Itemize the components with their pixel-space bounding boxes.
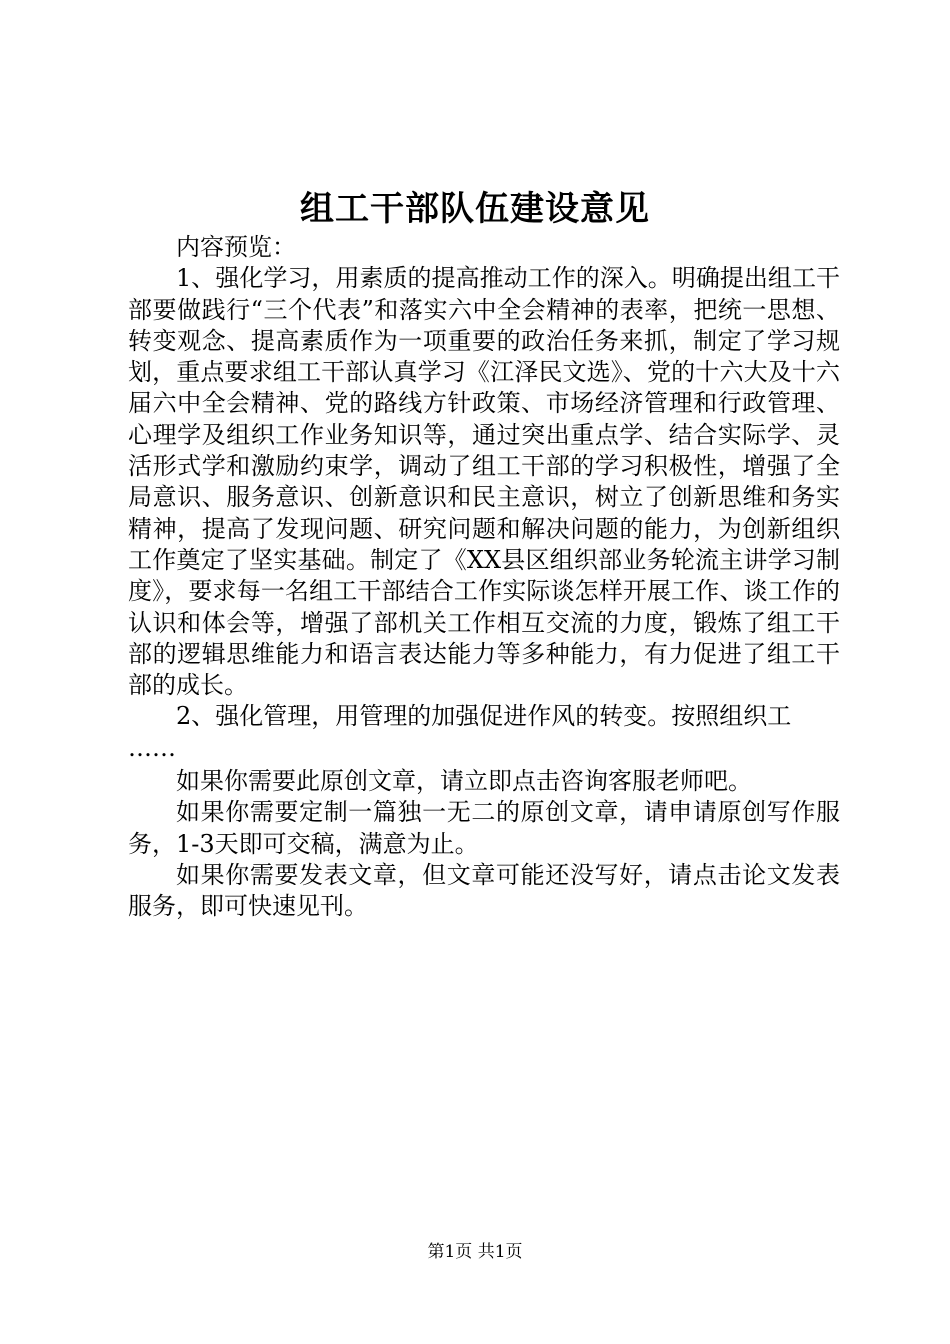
notice-consult[interactable]: 如果你需要此原创文章，请立即点击咨询客服老师吧。 [176,767,752,796]
paragraph-1: 1、强化学习，用素质的提高推动工作的深入。明确提出组工干部要做践行“三个代表”和落实六中全会精神的表率，把统一思想、转变观念、提高素质作为一项重要的政治任务来抓，制定了学习规划，重点要求组工干部认真学习《江泽民文选》、党的十六大及十六届六中全会精神、党的路线方针政策、市场经济管理和行政管理、心理学及组织工作业务知识等，通过突出重点学、结合实际学、灵活形式学和激励约束学，调动了组工干部的学习积极性，增强了全局意识、服务意识、创新意识和民主意识，树立了创新思维和务实精神，提高了发现问题、研究问题和解决问题的能力，为创新组织工作奠定了坚实基础。制定了《XX县区组织部业务轮流主讲学习制度》，要求每一名组工干部结合工作实际谈怎样开展工作、谈工作的认识和体会等，增强了部机关工作相互交流的力度，锻炼了组工干部的逻辑思维能力和语言表达能力等多种能力，有力促进了组工干部的成长。 [128,264,840,700]
notice-publish-service[interactable]: 如果你需要发表文章，但文章可能还没写好，请点击论文发表服务，即可快速见刊。 [128,860,840,921]
document-title: 组工干部队伍建设意见 [300,189,650,229]
document-body [128,232,840,923]
page-footer: 第1页 共1页 [427,1242,523,1262]
preview-label: 内容预览： [176,233,296,261]
paragraph-2: 2、强化管理，用管理的加强促进作风的转变。按照组织工 [176,702,792,731]
ellipsis: …… [128,733,176,762]
notice-custom-writing[interactable]: 如果你需要定制一篇独一无二的原创文章，请申请原创写作服务，1-3天即可交稿，满意为止。 [128,798,840,858]
